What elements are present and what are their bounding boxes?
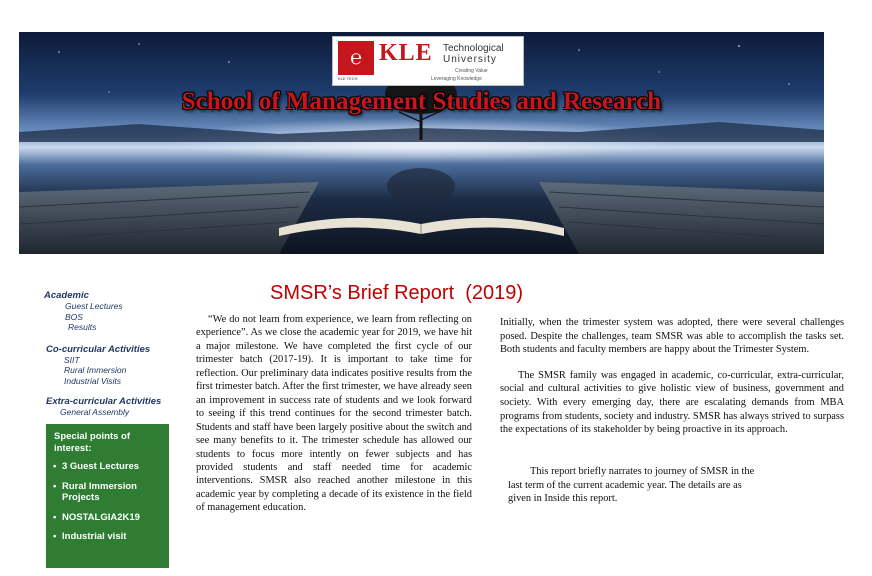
- sidebar-section-co-curricular: [38, 344, 188, 387]
- report-paragraph-3: The SMSR family was engaged in academic, co-curricular, extra-curricular, social and cultural activities to give holistic view of business, government and society. With every emerging day, there are escalating demands from MBA programs from students, society and industry. SMSR has always strived to surpass the expectations of its stakeholder by being proactive in its approach.: [500, 369, 844, 436]
- banner-title: School of Management Studies and Research: [181, 88, 662, 115]
- sidebar-contents: [38, 290, 188, 418]
- kle-logo: [332, 36, 524, 86]
- special-point-item: [53, 512, 165, 523]
- special-point-item: [53, 461, 165, 472]
- report-paragraph-4: [508, 465, 798, 506]
- report-title: SMSR’s Brief Report (2019): [270, 282, 524, 304]
- kle-logo-sub: KLE TECH: [338, 76, 358, 81]
- kle-logo-technological: Technological: [443, 43, 504, 54]
- sidebar-item-results: Results: [68, 322, 97, 332]
- bullet-icon: •: [53, 512, 57, 523]
- kle-logo-tagline-1: Creating Value: [455, 68, 488, 74]
- sidebar-item-industrial-visits: Industrial Visits: [64, 375, 122, 386]
- report-paragraph-1: “We do not learn from experience, we learn from reflecting on experience”. As we close the academic year for 2019, we have hit a major milestone. We have completed the first cycle of our trimester batch (2017-19). It is important to take time for reflection. Our preliminary data indicates positive results from the first trimester batch. After the first trimester, we have already seen an improvement in success rate of students and we look forward to seeing if this trend continues for the second trimester batch. Students and staff have been largely positive about the switch and see many benefits to it. The trimester schedule has allowed our students to focus more intently on fewer subjects and has provided students and staff needed time for academic interventions. SMSR also reached another milestone in this academic year by completing a decade of its existence in the field of management education.: [196, 314, 472, 514]
- special-point-item: [53, 531, 165, 542]
- report-paragraph-2: Initially, when the trimester system was adopted, there were several challenges posed. Despite the challenges, team SMSR was able to accomplish the tasks set. Both students and faculty members are happy about the Trimester System.: [500, 317, 844, 356]
- special-point-text: NOSTALGIA2K19: [62, 512, 140, 523]
- special-points-title: Special points of interest:: [54, 431, 131, 454]
- bullet-icon: •: [53, 481, 57, 492]
- sidebar-heading-academic: Academic: [44, 290, 89, 301]
- kle-logo-mark-icon: ℮: [338, 41, 374, 75]
- sidebar-item-bos: BOS: [65, 311, 83, 322]
- bullet-icon: •: [53, 531, 57, 542]
- sidebar-item-guest-lectures: Guest Lectures: [65, 301, 123, 311]
- sidebar-item-rural-immersion: Rural Immersion: [64, 365, 127, 375]
- sidebar-item-general-assembly: General Assembly: [60, 407, 130, 417]
- sidebar-heading-co-curricular: Co-curricular Activities: [46, 343, 151, 355]
- sidebar-heading-extra-curricular: Extra-curricular Activities: [46, 396, 162, 407]
- header-banner: [19, 32, 824, 254]
- special-point-text: Rural Immersion Projects: [62, 481, 137, 503]
- bullet-icon: •: [53, 461, 57, 472]
- special-point-text: Industrial visit: [62, 531, 127, 542]
- kle-logo-university: University: [443, 54, 497, 65]
- report-paragraph-4-line-3: given in Inside this report.: [508, 493, 618, 505]
- special-point-item: [53, 481, 165, 503]
- report-paragraph-4-line-1: This report briefly narrates to journey of SMSR in the: [530, 466, 755, 477]
- special-point-text: 3 Guest Lectures: [62, 461, 140, 472]
- sidebar-section-extra-curricular: [38, 396, 188, 418]
- sidebar-section-academic: [38, 290, 188, 333]
- report-column-2: [500, 316, 844, 437]
- special-points-box: [46, 424, 169, 568]
- report-paragraph-4-line-2: last term of the current academic year. The details are as: [508, 479, 742, 491]
- sidebar-item-siit: SIIT: [64, 354, 80, 365]
- kle-logo-text: KLE: [379, 40, 433, 66]
- report-column-1: [196, 313, 472, 515]
- kle-logo-tagline-2: Leveraging Knowledge: [431, 76, 482, 82]
